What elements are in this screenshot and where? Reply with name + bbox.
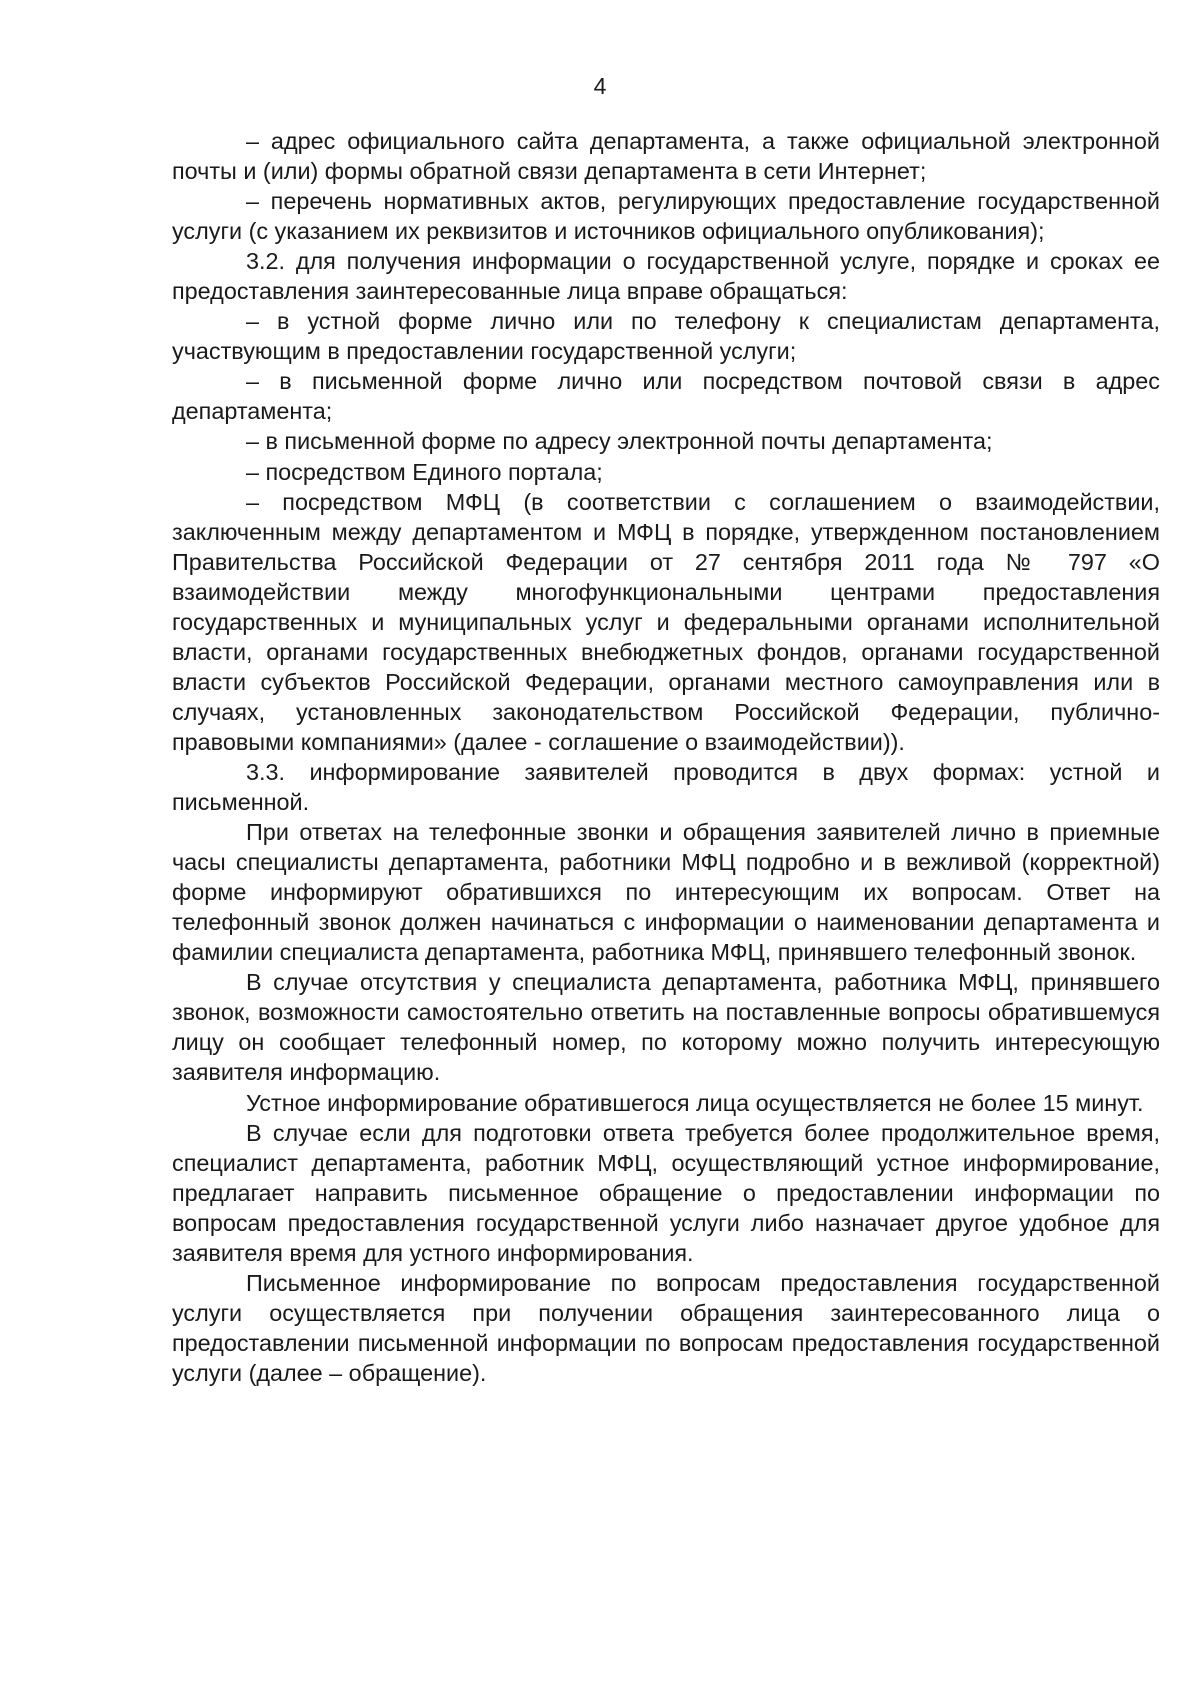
- paragraph-3-3-intro: 3.3. информирование заявителей проводится в двух формах: устной и письменной.: [172, 758, 1160, 816]
- paragraph-written-form-email: – в письменной форме по адресу электронной почты департамента;: [246, 428, 993, 455]
- paragraph-written-form-postal: – в письменной форме лично или посредством почтовой связи в адрес департамента;: [172, 368, 1160, 425]
- paragraph-oral-form: – в устной форме лично или по телефону к специалистам департамента, участвующим в предоставлении государственной услуги;: [172, 308, 1160, 365]
- paragraph-site-address: – адрес официального сайта департамента, а также официальной электронной почты и (или) формы обратной связи департамента в сети Интернет;: [172, 128, 1160, 185]
- document-body: [172, 126, 1160, 1388]
- paragraph-no-answer-possible: В случае отсутствия у специалиста департамента, работника МФЦ, принявшего звонок, возможности самостоятельно ответить на поставленные вопросы обратившемуся лицу он сообщает телефонный номер, по которому можно получить интересующую заявителя информацию.: [172, 969, 1160, 1086]
- paragraph-longer-time: В случае если для подготовки ответа требуется более продолжительное время, специалист департамента, работник МФЦ, осуществляющий устное информирование, предлагает направить письменное обращение о предоставлении информации по вопросам предоставления государственной услуги либо назначает другое удобное для заявителя время для устного информирования.: [172, 1119, 1160, 1266]
- paragraph-3-2-intro: 3.2. для получения информации о государственной услуге, порядке и сроках ее предоставления заинтересованные лица вправе обращаться:: [172, 248, 1160, 305]
- paragraph-oral-duration: Устное информирование обратившегося лица осуществляется не более 15 минут.: [246, 1089, 1144, 1116]
- page-number: 4: [593, 73, 607, 99]
- paragraph-normative-acts: – перечень нормативных актов, регулирующих предоставление государственной услуги (с указанием их реквизитов и источников официального опубликования);: [172, 188, 1160, 245]
- paragraph-written-informing: Письменное информирование по вопросам предоставления государственной услуги осуществляется при получении обращения заинтересованного лица о предоставлении письменной информации по вопросам предоставления государственной услуги (далее – обращение).: [172, 1269, 1160, 1386]
- paragraph-unified-portal: – посредством Единого портала;: [246, 458, 603, 485]
- paragraph-phone-answers: При ответах на телефонные звонки и обращения заявителей лично в приемные часы специалисты департамента, работники МФЦ подробно и в вежливой (корректной) форме информируют обратившихся по интересующим их вопросам. Ответ на телефонный звонок должен начинаться с информации о наименовании департамента и фамилии специалиста департамента, работника МФЦ, принявшего телефонный звонок.: [172, 819, 1160, 966]
- paragraph-mfc: – посредством МФЦ (в соответствии с соглашением о взаимодействии, заключенным между департаментом и МФЦ в порядке, утвержденном постановлением Правительства Российской Федерации от 27 сентября 2011 года № 797 «О взаимодействии между многофункциональными центрами предоставления государственных и муниципальных услуг и федеральными органами исполнительной власти, органами государственных внебюджетных фондов, органами государственной власти субъектов Российской Федерации, органами местного самоуправления или в случаях, установленных законодательством Российской Федерации, публично-правовыми компаниями» (далее - соглашение о взаимодействии)).: [172, 488, 1160, 755]
